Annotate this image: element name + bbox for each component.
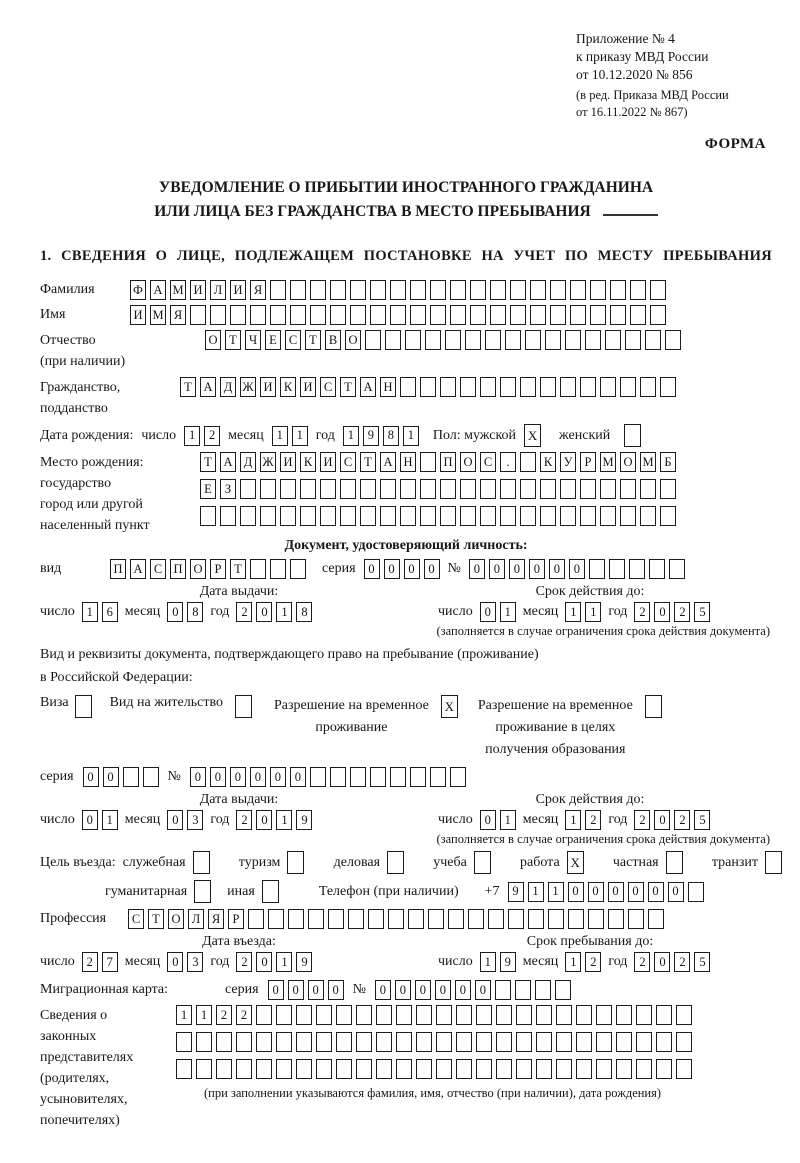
- title-line-1: УВЕДОМЛЕНИЕ О ПРИБЫТИИ ИНОСТРАННОГО ГРАЖДАНИНА: [158, 179, 654, 196]
- permit-series-field[interactable]: 0 0: [83, 767, 159, 787]
- year-label: год: [210, 604, 230, 619]
- day-label: число: [40, 954, 75, 969]
- year-label: год: [315, 427, 335, 443]
- citizenship-label: Гражданство, подданство: [40, 380, 121, 416]
- surname-label: Фамилия: [40, 282, 95, 297]
- temp-residence-checkbox[interactable]: X: [441, 695, 458, 718]
- purpose-study-checkbox[interactable]: [474, 851, 491, 874]
- temp-residence-education-checkbox[interactable]: [645, 695, 662, 718]
- purpose-business-label: деловая: [333, 854, 381, 870]
- guardians-field-line1[interactable]: 1 1 2 2: [176, 1005, 692, 1025]
- birth-place-label: Место рождения: государство город или другой населенный пункт: [40, 455, 150, 533]
- guardians-field-line3[interactable]: [176, 1059, 692, 1079]
- amendment-line: (в ред. Приказа МВД России: [576, 88, 729, 102]
- stay-until-heading: Срок пребывания до:: [526, 934, 654, 949]
- phone-code-label: +7: [484, 883, 500, 899]
- issue-date-heading: Дата выдачи:: [199, 584, 279, 599]
- entry-purpose-row: [40, 851, 782, 874]
- permit-type-row: [40, 695, 772, 761]
- permit-number-field[interactable]: 0 0 0 0 0 0: [190, 767, 466, 787]
- day-label: число: [438, 954, 473, 969]
- permit-valid-day-field[interactable]: 0 1: [480, 810, 516, 830]
- purpose-humanitarian-label: гуманитарная: [105, 883, 188, 899]
- phone-label: Телефон (при наличии): [318, 883, 459, 899]
- identity-doc-row: [40, 559, 772, 579]
- series-label: серия: [40, 769, 74, 784]
- permit-issue-year-field[interactable]: 2 0 1 9: [236, 810, 312, 830]
- surname-row: [40, 280, 772, 300]
- doc-number-field[interactable]: 0 0 0 0 0 0: [469, 559, 685, 579]
- number-label: №: [167, 769, 181, 784]
- valid-until-heading: Срок действия до:: [535, 792, 645, 807]
- purpose-other-checkbox[interactable]: [262, 880, 279, 903]
- residence-permit-label: Вид на жительство: [109, 695, 223, 710]
- id-valid-day-field[interactable]: 0 1: [480, 602, 516, 622]
- visa-label: Виза: [40, 695, 69, 710]
- profession-field[interactable]: С Т О Л Я Р: [128, 909, 664, 929]
- permit-valid-year-field[interactable]: 2 0 2 5: [634, 810, 710, 830]
- day-label: число: [141, 427, 177, 443]
- migration-number-field[interactable]: 0 0 0 0 0 0: [375, 980, 571, 1000]
- purpose-official-checkbox[interactable]: [193, 851, 210, 874]
- sex-female-label: женский: [559, 427, 611, 443]
- identity-doc-dates: [40, 584, 772, 622]
- profession-row: [40, 909, 772, 929]
- day-label: число: [438, 604, 473, 619]
- birth-place-fields: [200, 452, 676, 533]
- annex-line: Приложение № 4: [576, 31, 675, 46]
- purpose-transit-checkbox[interactable]: [765, 851, 782, 874]
- entry-purpose-label: Цель въезда:: [40, 854, 116, 870]
- title-blank-underline: [603, 202, 658, 216]
- birth-day-field[interactable]: 1 2: [184, 426, 220, 446]
- year-label: год: [608, 604, 628, 619]
- restriction-note: (заполняется в случае ограничения срока действия документа): [436, 832, 770, 846]
- month-label: месяц: [124, 954, 161, 969]
- permit-issue-day-field[interactable]: 0 1: [82, 810, 118, 830]
- purpose-tourism-checkbox[interactable]: [287, 851, 304, 874]
- migration-series-field[interactable]: 0 0 0 0: [268, 980, 344, 1000]
- number-label: №: [352, 982, 366, 997]
- stay-year-field[interactable]: 2 0 2 5: [634, 952, 710, 972]
- profession-label: Профессия: [40, 911, 107, 926]
- series-label: серия: [322, 561, 356, 576]
- month-label: месяц: [522, 954, 559, 969]
- id-issue-month-field[interactable]: 0 8: [167, 602, 203, 622]
- entry-year-field[interactable]: 2 0 1 9: [236, 952, 312, 972]
- document-title: [40, 176, 772, 224]
- birth-month-field[interactable]: 1 1: [272, 426, 308, 446]
- right-doc-caption: Вид и реквизиты документа, подтверждающего право на пребывание (проживание) в Российской Федерации:: [40, 647, 539, 685]
- amendment-reference: [576, 87, 772, 121]
- birth-year-field[interactable]: 1 9 8 1: [343, 426, 419, 446]
- series-label: серия: [225, 982, 259, 997]
- birth-date-label: Дата рождения:: [40, 427, 134, 443]
- id-valid-year-field[interactable]: 2 0 2 5: [634, 602, 710, 622]
- residence-permit-checkbox[interactable]: [235, 695, 252, 718]
- month-label: месяц: [522, 604, 559, 619]
- birth-place-block: [40, 452, 772, 536]
- birth-place-field-line2[interactable]: Е З: [200, 479, 676, 499]
- migration-card-row: [40, 980, 772, 1000]
- issue-date-heading: Дата выдачи:: [199, 792, 279, 807]
- year-label: год: [210, 812, 230, 827]
- purpose-other-label: иная: [227, 883, 255, 899]
- annex-line: к приказу МВД России: [576, 49, 709, 64]
- restriction-note: (заполняется в случае ограничения срока действия документа): [436, 624, 770, 638]
- purpose-private-checkbox[interactable]: [666, 851, 683, 874]
- given-name-row: [40, 305, 772, 325]
- year-label: год: [608, 812, 628, 827]
- sex-male-label: Пол: мужской: [432, 427, 517, 443]
- guardians-fields: [176, 1005, 692, 1102]
- title-line-2: ИЛИ ЛИЦА БЕЗ ГРАЖДАНСТВА В МЕСТО ПРЕБЫВАНИЯ: [40, 200, 772, 224]
- permit-valid-month-field[interactable]: 1 2: [565, 810, 601, 830]
- day-label: число: [40, 812, 75, 827]
- citizenship-field[interactable]: Т А Д Ж И К И С Т А Н: [180, 377, 676, 397]
- entry-date-heading: Дата въезда:: [202, 934, 276, 949]
- migration-card-label: Миграционная карта:: [40, 982, 169, 997]
- purpose-transit-label: транзит: [711, 854, 758, 870]
- birth-place-field-line3[interactable]: [200, 506, 676, 526]
- form-word: ФОРМА: [704, 136, 766, 152]
- visa-checkbox[interactable]: [75, 695, 92, 718]
- stay-day-field[interactable]: 1 9: [480, 952, 516, 972]
- form-area: [40, 280, 772, 1131]
- entry-dates: [40, 934, 772, 972]
- annex-reference: [576, 30, 772, 84]
- sex-female-checkbox[interactable]: [624, 424, 641, 447]
- patronymic-field[interactable]: О Т Ч Е С Т В О: [205, 330, 681, 350]
- permit-issue-month-field[interactable]: 0 3: [167, 810, 203, 830]
- given-name-label: Имя: [40, 307, 66, 322]
- number-label: №: [447, 561, 461, 576]
- purpose-business-checkbox[interactable]: [387, 851, 404, 874]
- citizenship-row: [40, 377, 772, 419]
- valid-until-heading: Срок действия до:: [535, 584, 645, 599]
- patronymic-row: [40, 330, 772, 372]
- temp-residence-label: Разрешение на временное проживание: [273, 698, 429, 735]
- guardians-label: Сведения о законных представителях (родителях, усыновителях, попечителях): [40, 1008, 134, 1128]
- doc-series-field[interactable]: 0 0 0 0: [364, 559, 440, 579]
- guardians-note: (при заполнении указываются фамилия, имя, отчество (при наличии), дата рождения): [204, 1086, 662, 1100]
- purpose-humanitarian-checkbox[interactable]: [194, 880, 211, 903]
- phone-field[interactable]: 9 1 1 0 0 0 0 0 0: [508, 882, 704, 902]
- annex-line: от 10.12.2020 № 856: [576, 67, 693, 82]
- doc-kind-label: вид: [40, 561, 62, 576]
- entry-month-field[interactable]: 0 3: [167, 952, 203, 972]
- year-label: год: [210, 954, 230, 969]
- given-name-field[interactable]: И М Я: [130, 305, 666, 325]
- surname-field[interactable]: Ф А М И Л И Я: [130, 280, 666, 300]
- amendment-line: от 16.11.2022 № 867): [576, 105, 688, 119]
- section-1-heading: 1. СВЕДЕНИЯ О ЛИЦЕ, ПОДЛЕЖАЩЕМ ПОСТАНОВКЕ НА УЧЕТ ПО МЕСТУ ПРЕБЫВАНИЯ: [40, 248, 772, 264]
- permit-series-row: [40, 767, 772, 787]
- month-label: месяц: [124, 812, 161, 827]
- id-valid-month-field[interactable]: 1 1: [565, 602, 601, 622]
- birth-date-row: [40, 424, 772, 447]
- permit-dates: [40, 792, 772, 830]
- purpose-tourism-label: туризм: [238, 854, 281, 870]
- purpose-work-label: работа: [520, 854, 560, 870]
- month-label: месяц: [124, 604, 161, 619]
- identity-doc-heading: Документ, удостоверяющий личность:: [284, 538, 528, 553]
- humanitarian-phone-row: [105, 880, 772, 903]
- month-label: месяц: [522, 812, 559, 827]
- guardians-block: [40, 1005, 772, 1131]
- sex-male-checkbox[interactable]: X: [524, 424, 541, 447]
- id-issue-day-field[interactable]: 1 6: [82, 602, 118, 622]
- day-label: число: [40, 604, 75, 619]
- stay-month-field[interactable]: 1 2: [565, 952, 601, 972]
- year-label: год: [608, 954, 628, 969]
- month-label: месяц: [228, 427, 264, 443]
- purpose-study-label: учеба: [433, 854, 467, 870]
- entry-day-field[interactable]: 2 7: [82, 952, 118, 972]
- patronymic-label: Отчество (при наличии): [40, 333, 126, 369]
- purpose-private-label: частная: [612, 854, 659, 870]
- day-label: число: [438, 812, 473, 827]
- id-issue-year-field[interactable]: 2 0 1 8: [236, 602, 312, 622]
- purpose-work-checkbox[interactable]: X: [567, 851, 584, 874]
- purpose-official-label: служебная: [122, 854, 186, 870]
- temp-residence-education-label: Разрешение на временное проживание в целях получения образования: [477, 698, 633, 757]
- guardians-field-line2[interactable]: [176, 1032, 692, 1052]
- birth-place-field-line1[interactable]: Т А Д Ж И К И С Т А Н П О С . К У Р М О М Б: [200, 452, 676, 472]
- doc-kind-field[interactable]: П А С П О Р Т: [110, 559, 306, 579]
